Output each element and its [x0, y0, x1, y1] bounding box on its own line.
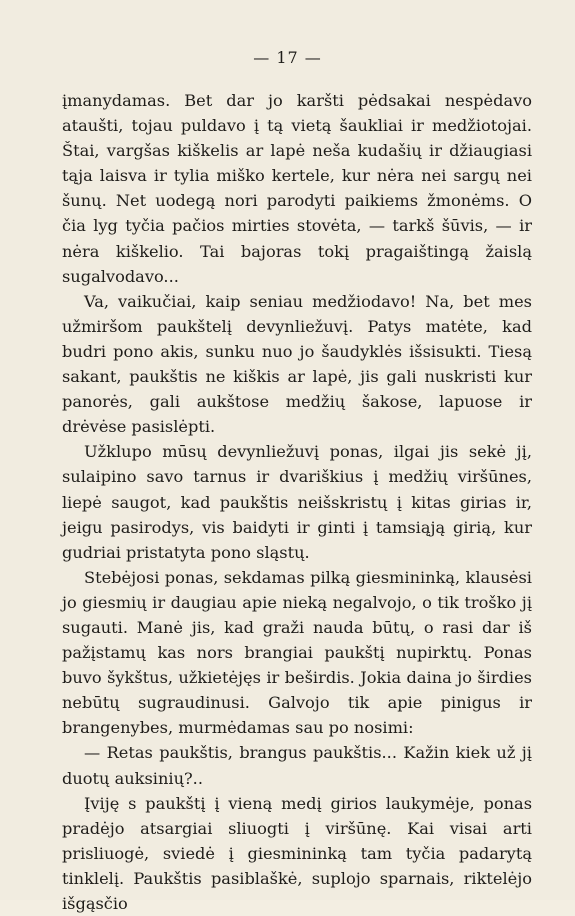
- paragraph-5: — Retas paukštis, brangus paukštis... Kažin kiek už jį duotų auksinių?..: [62, 743, 532, 788]
- paragraph-1: įmanydamas. Bet dar jo karšti pėdsakai nespėdavo ataušti, tojau puldavo į tą vietą šaukliai ir medžiotojai. Štai, vargšas kiškelis ar lapė neša kudašių ir džiaugiasi tąja laisva ir tylia miško kertele, kur nėra nei sargų nei šunų. Net uodegą nori parodyti paikiems žmonėms. O čia lyg tyčia pačios mirties stovėta, — tarkš šūvis, — ir nėra kiškelio. Tai bajoras tokį pragaištingą žaislą sugalvodavo...: [62, 91, 532, 286]
- paragraph-3: Užklupo mūsų devynliežuvį ponas, ilgai jis sekė jį, sulaipino savo tarnus ir dvariškius į medžių viršūnes, liepė saugot, kad paukštis neišskristų į kitas girias ir, jeigu pasirodys, vis baidyti ir ginti į tamsiąją girią, kur gudriai pristatyta pono sląstų.: [62, 442, 532, 562]
- paragraph-6: Įviję s paukštį į vieną medį girios laukymėje, ponas pradėjo atsargiai sliuogti į viršūnę. Kai visai arti prisliuogė, sviedė į giesmininką tam tyčia padarytą tinklelį. Paukštis pasiblaškė, suplojo sparnais, riktelėjo išgąsčio: [62, 793, 532, 913]
- paragraph-2: Va, vaikučiai, kaip seniau medžiodavo! Na, bet mes užmiršom paukštelį devynliežuvį. Patys matėte, kad budri pono akis, sunku nuo jo šaudyklės išsisukti. Tiesą sakant, paukštis ne kiškis ar lapė, jis gali nuskristi kur panorės, gali aukštose medžių šakose, lapuose ir drėvėse pasislėpti.: [62, 291, 532, 437]
- page-number: — 17 —: [253, 48, 322, 67]
- paragraph-4: Stebėjosi ponas, sekdamas pilką giesmininką, klausėsi jo giesmių ir daugiau apie nieką negalvojo, o tik troško jį sugauti. Manė jis, kad graži nauda būtų, o rasi dar iš pažįstamų kas nors brangiai paukštį nupirktų. Ponas buvo šykštus, užkietėjęs ir beširdis. Jokia daina jo širdies nebūtų sugraudinusi. Galvojo tik apie pinigus ir brangenybes, murmėdamas sau po nosimi:: [62, 567, 532, 738]
- page-text: [62, 88, 532, 916]
